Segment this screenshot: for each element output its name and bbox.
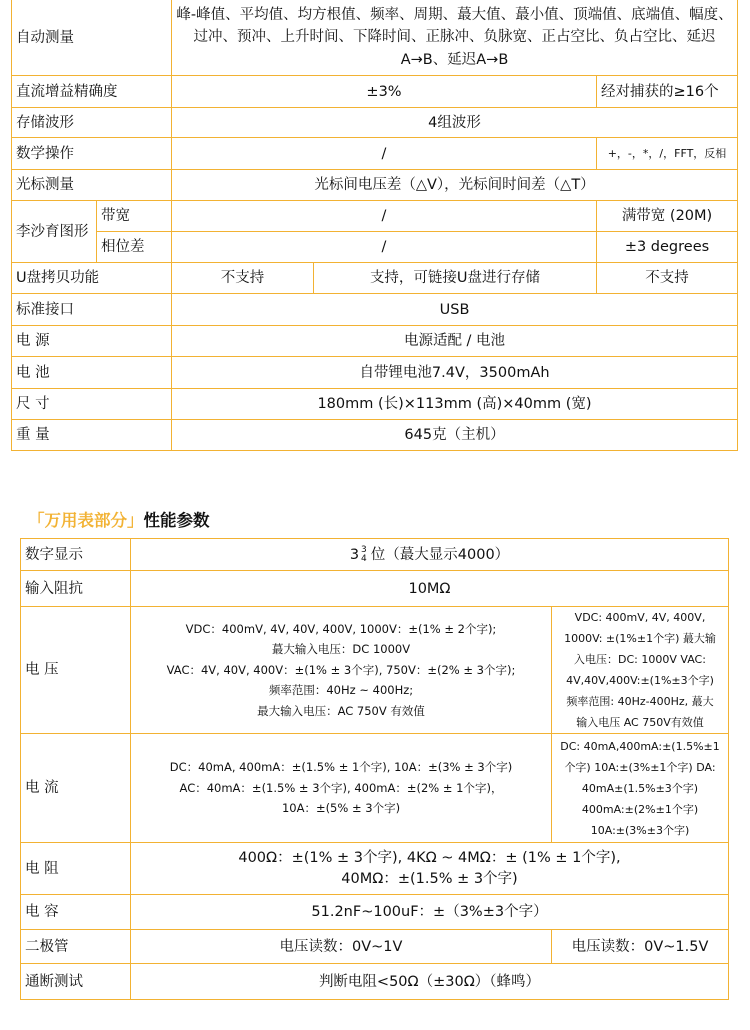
section-rest: 性能参数 — [143, 511, 210, 530]
dc-gain-value: ±3% — [172, 76, 597, 108]
bandwidth-value: / — [172, 201, 597, 232]
voltage-line: 频率范围：40Hz ~ 400Hz; — [268, 683, 414, 698]
voltage-extra-line: 1000V: ±(1%±1个字) 蕞大输 — [564, 632, 716, 645]
voltage-extra-line: 4V,40V,400V:±(1%±3个字) — [566, 674, 714, 687]
fraction-denominator: 4 — [361, 553, 367, 564]
row-label-auto-measure: 自动测量 — [12, 0, 172, 76]
resistance-value — [131, 843, 729, 895]
table-row — [12, 389, 738, 420]
voltage-extra — [552, 607, 729, 734]
table-row — [12, 170, 738, 201]
row-label-power: 电 源 — [12, 326, 172, 357]
voltage-line: 最大输入电压：AC 750V 有效值 — [257, 703, 425, 718]
table-row — [12, 232, 738, 263]
usb-copy-value-1: 不支持 — [172, 263, 314, 294]
table-row — [12, 76, 738, 108]
table-row — [21, 843, 729, 895]
current-line: AC：40mA：±(1.5% ± 3个字), 400mA：±(2% ± 1个字)， — [179, 780, 503, 795]
table-row — [21, 964, 729, 1000]
row-label-interface: 标准接口 — [12, 294, 172, 326]
table-row — [21, 539, 729, 571]
section-bracket-open: 「 — [28, 511, 45, 530]
math-value: / — [172, 138, 597, 170]
cursor-value: 光标间电压差（△V），光标间时间差（△T） — [172, 170, 738, 201]
continuity-value: 判断电阻<50Ω（±30Ω）（蜂鸣） — [131, 964, 729, 1000]
row-label-cursor: 光标测量 — [12, 170, 172, 201]
voltage-line: VDC：400mV, 4V, 40V, 400V, 1000V：±(1% ± 2个字); — [185, 621, 497, 636]
display-suffix: 位（蕞大显示4000） — [370, 546, 510, 563]
row-label-diode: 二极管 — [21, 930, 131, 964]
current-value — [131, 734, 552, 843]
resistance-line: 40MΩ：±(1.5% ± 3个字) — [341, 870, 518, 887]
sub-label-bandwidth: 带宽 — [97, 201, 172, 232]
voltage-extra-line: 频率范围: 40Hz-400Hz, 蕞大 — [566, 695, 714, 708]
row-label-impedance: 输入阻抗 — [21, 571, 131, 607]
weight-value: 645克（主机） — [172, 420, 738, 451]
row-label-weight: 重 量 — [12, 420, 172, 451]
row-label-dc-gain: 直流增益精确度 — [12, 76, 172, 108]
voltage-extra-line: 输入电压 AC 750V有效值 — [576, 716, 704, 729]
table-row — [12, 326, 738, 357]
voltage-line: VAC：4V, 40V, 400V：±(1% ± 3个字), 750V：±(2% ± 3个字); — [166, 662, 516, 677]
current-extra-line: 40mA±(1.5%±3个字) — [581, 781, 699, 795]
display-prefix: 3 — [349, 546, 360, 563]
section-title — [28, 507, 210, 531]
current-extra-line: 个字) 10A:±(3%±1个字) DA: — [564, 760, 716, 774]
row-label-resistance: 电 阻 — [21, 843, 131, 895]
row-label-display: 数字显示 — [21, 539, 131, 571]
row-label-storage: 存储波形 — [12, 108, 172, 138]
current-line: DC：40mA, 400mA：±(1.5% ± 1个字), 10A：±(3% ± 3个字) — [169, 760, 513, 775]
battery-value: 自带锂电池7.4V，3500mAh — [172, 357, 738, 389]
table-row — [12, 108, 738, 138]
row-label-current: 电 流 — [21, 734, 131, 843]
voltage-line: 蕞大输入电压：DC 1000V — [271, 642, 411, 657]
bandwidth-extra: 满带宽 (20M) — [597, 201, 738, 232]
section-bracket-close: 」 — [127, 511, 144, 530]
row-label-battery: 电 池 — [12, 357, 172, 389]
phase-extra: ±3 degrees — [597, 232, 738, 263]
capacitance-value: 51.2nF~100uF：±（3%±3个字） — [131, 895, 729, 930]
table-row — [12, 138, 738, 170]
resistance-line: 400Ω：±(1% ± 3个字), 4KΩ ~ 4MΩ：± (1% ± 1个字), — [238, 849, 621, 866]
usb-copy-value-3: 不支持 — [597, 263, 738, 294]
current-extra — [552, 734, 729, 843]
diode-value: 电压读数：0V~1V — [131, 930, 552, 964]
voltage-extra-line: VDC: 400mV, 4V, 400V, — [574, 611, 706, 624]
size-value: 180mm (长)×113mm (高)×40mm (宽) — [172, 389, 738, 420]
table-row — [21, 895, 729, 930]
table-row — [12, 294, 738, 326]
table-row — [12, 201, 738, 232]
diode-extra: 电压读数：0V~1.5V — [552, 930, 729, 964]
table-row — [21, 734, 729, 843]
sub-label-phase: 相位差 — [97, 232, 172, 263]
row-label-voltage: 电 压 — [21, 607, 131, 734]
table-row — [12, 263, 738, 294]
table-row — [12, 0, 738, 76]
voltage-extra-line: 入电压：DC: 1000V VAC: — [574, 653, 706, 666]
dc-gain-extra: 经对捕获的≥16个 — [597, 76, 738, 108]
voltage-value — [131, 607, 552, 734]
row-label-math: 数学操作 — [12, 138, 172, 170]
power-value: 电源适配 / 电池 — [172, 326, 738, 357]
row-label-lissajous: 李沙育图形 — [12, 201, 97, 263]
display-value — [131, 539, 729, 571]
table-row — [12, 420, 738, 451]
current-line: 10A：±(5% ± 3个字) — [281, 801, 401, 816]
row-label-size: 尺 寸 — [12, 389, 172, 420]
section-highlight: 万用表部分 — [44, 511, 127, 530]
phase-value: / — [172, 232, 597, 263]
table-row — [21, 930, 729, 964]
display-fraction — [361, 546, 367, 564]
interface-value: USB — [172, 294, 738, 326]
current-extra-line: DC: 40mA,400mA:±(1.5%±1 — [560, 739, 720, 753]
current-extra-line: 400mA:±(2%±1个字) — [581, 802, 699, 816]
table-row — [21, 607, 729, 734]
row-label-continuity: 通断测试 — [21, 964, 131, 1000]
oscilloscope-spec-table — [11, 0, 738, 451]
row-label-usb-copy: U盘拷贝功能 — [12, 263, 172, 294]
auto-measure-value: 峰-峰值、平均值、均方根值、频率、周期、蕞大值、蕞小值、顶端值、底端值、幅度、过冲、预冲、上升时间、下降时间、正脉冲、负脉宽、正占空比、负占空比、延迟A→B、延迟A→B — [172, 0, 738, 76]
current-extra-line: 10A:±(3%±3个字) — [590, 823, 690, 837]
fraction-numerator: 3 — [361, 544, 367, 555]
storage-value: 4组波形 — [172, 108, 738, 138]
table-row — [12, 357, 738, 389]
impedance-value: 10MΩ — [131, 571, 729, 607]
row-label-capacitance: 电 容 — [21, 895, 131, 930]
math-extra: +，-，*，/，FFT，反相 — [597, 138, 738, 170]
usb-copy-value-2: 支持，可链接U盘进行存储 — [314, 263, 597, 294]
multimeter-spec-table — [20, 538, 729, 1000]
table-row — [21, 571, 729, 607]
